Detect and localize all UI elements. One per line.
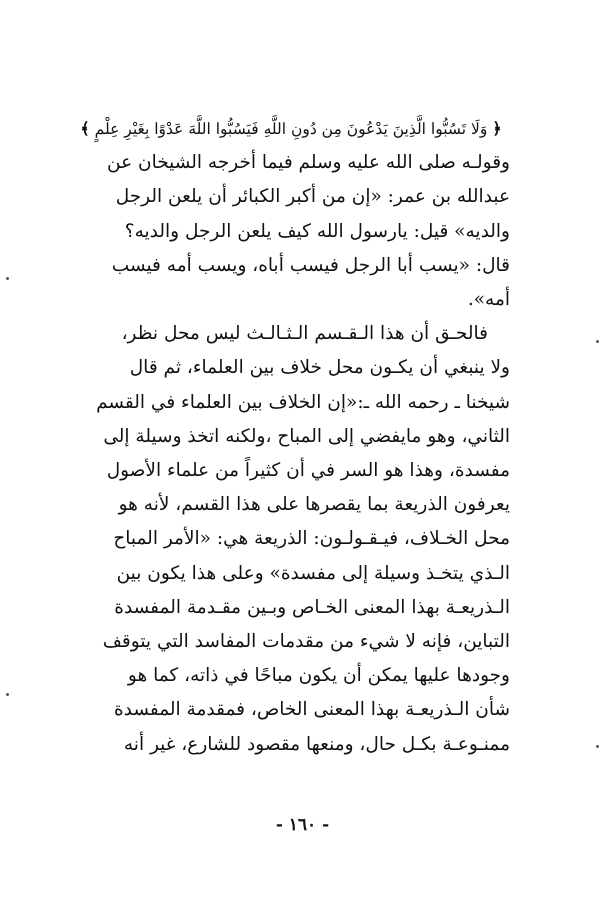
text-line: والديه» قيل: يارسول الله كيف يلعن الرجل والديه؟	[124, 220, 510, 242]
text-line: شأن الـذريعـة بهذا المعنى الخاص، فمقدمة المفسدة	[113, 699, 510, 721]
margin-dot	[596, 745, 599, 748]
text-line: قال: «يسب أبا الرجل فيسب أباه، ويسب أمه فيسب	[111, 254, 510, 276]
quran-verse-text: وَلَا تَسُبُّوا الَّذِينَ يَدْعُونَ مِن دُونِ اللَّهِ فَيَسُبُّوا اللَّهَ عَدْوًا بِغَيْرِ عِلْمٍ	[94, 120, 488, 138]
text-line-paragraph-start: فالحـق أن هذا الـقـسم الـثـالـث ليس محل نظر،	[121, 323, 488, 345]
text-line: الـذريعـة بهذا المعنى الخـاص وبـين مقـدمة المفسدة	[114, 596, 510, 618]
text-line: محل الخـلاف، فيـقـولـون: الذريعة هي: «الأمر المباح	[113, 528, 510, 550]
text-line: ولا ينبغي أن يكـون محل خلاف بين العلماء، ثم قال	[129, 357, 510, 379]
text-line: الثاني، وهو مايفضي إلى المباح ،ولكنه اتخذ وسيلة إلى	[103, 425, 510, 447]
page-body	[72, 112, 510, 762]
page-number: - ١٦٠ -	[275, 815, 330, 835]
text-line-paragraph-end: أمه».	[467, 289, 510, 311]
quran-close-bracket: ﴾	[80, 119, 90, 138]
text-line: ممنـوعـة بكـل حال، ومنعها مقصود للشارع، غير أنه	[123, 733, 510, 755]
text-line: وجودها عليها يمكن أن يكون مباحًا في ذاته، كما هو	[127, 665, 510, 687]
margin-dot	[6, 277, 9, 280]
quran-verse	[72, 112, 510, 146]
text-line: شيخنا ـ رحمه الله ـ:«إن الخلاف بين العلماء في القسم	[96, 391, 510, 413]
text-line: مفسدة، وهذا هو السر في أن كثيراً من علماء الأصول	[106, 460, 510, 482]
text-line: الـذي يتخـذ وسيلة إلى مفسدة» وعلى هذا يكون بين	[116, 562, 510, 584]
quran-open-bracket: ﴿	[492, 119, 502, 138]
text-line: وقولـه صلى الله عليه وسلم فيما أخرجه الشيخان عن	[106, 152, 510, 174]
margin-dot	[6, 693, 9, 696]
text-line: يعرفون الذريعة بما يقصرها على هذا القسم، لأنه هو	[118, 494, 510, 516]
text-line: عبدالله بن عمر: «إن من أكبر الكبائر أن يلعن الرجل	[115, 186, 510, 208]
text-line: التباين، فإنه لا شيء من مقدمات المفاسد التي يتوقف	[102, 631, 510, 653]
margin-dot	[596, 340, 599, 343]
